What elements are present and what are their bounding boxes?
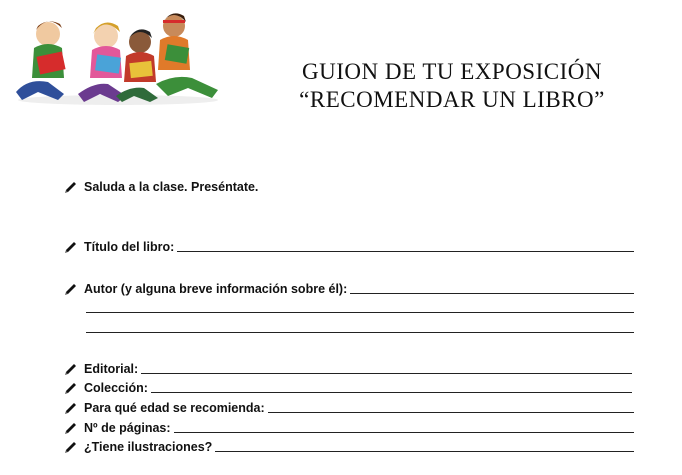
collection-label: Colección: <box>84 381 148 395</box>
form-row-collection <box>64 379 632 395</box>
pages-label: Nº de páginas: <box>84 421 171 435</box>
greeting-label: Saluda a la clase. Preséntate. <box>84 180 259 194</box>
pen-icon <box>64 282 78 296</box>
author-field-line-2[interactable] <box>86 312 634 313</box>
pen-icon <box>64 401 78 415</box>
title-line-1: GUION DE TU EXPOSICIÓN <box>302 59 602 84</box>
collection-field[interactable] <box>151 391 632 393</box>
age-label: Para qué edad se recomienda: <box>84 401 265 415</box>
children-reading-illustration <box>8 4 228 108</box>
form-row-publisher <box>64 360 632 376</box>
illustrations-label: ¿Tiene ilustraciones? <box>84 440 213 454</box>
publisher-field[interactable] <box>141 372 632 374</box>
author-label: Autor (y alguna breve información sobre él): <box>84 282 348 296</box>
form-row-illustrations <box>64 438 634 454</box>
illustrations-field[interactable] <box>215 450 634 452</box>
document-title <box>262 58 642 114</box>
book-title-label: Título del libro: <box>84 240 175 254</box>
pen-icon <box>64 362 78 376</box>
pen-icon <box>64 180 78 194</box>
title-line-2: “RECOMENDAR UN LIBRO” <box>299 87 605 112</box>
form-row-pages <box>64 419 634 435</box>
age-field[interactable] <box>268 411 634 413</box>
pen-icon <box>64 381 78 395</box>
pen-icon <box>64 421 78 435</box>
pages-field[interactable] <box>174 431 634 433</box>
form-row-greeting <box>64 178 264 194</box>
book-title-field[interactable] <box>177 250 634 252</box>
form-row-book-title <box>64 238 634 254</box>
pen-icon <box>64 440 78 454</box>
form-row-author <box>64 280 634 296</box>
publisher-label: Editorial: <box>84 362 139 376</box>
form-row-age <box>64 399 634 415</box>
pen-icon <box>64 240 78 254</box>
author-field[interactable] <box>350 292 634 294</box>
author-field-line-3[interactable] <box>86 332 634 333</box>
